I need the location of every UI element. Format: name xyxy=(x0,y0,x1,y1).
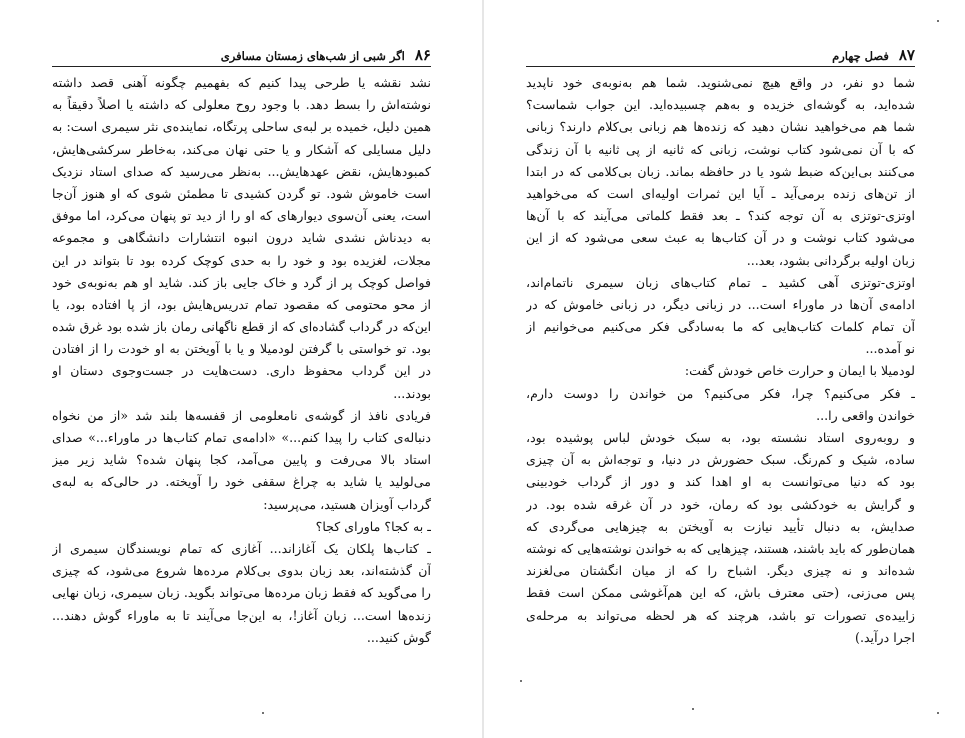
text-line: می‌کنند بی‌این‌که ضبط شود یا در حافظه بماند. زبان بی‌کلامی که در ابتدا xyxy=(526,163,915,179)
text-line: ادامه‌ی آن‌ها در ماوراء است... در زبانی دیگر، در زبانی خاموش که در xyxy=(526,296,915,312)
text-line: شده‌اند و نه چیزی دیگر. اشباح را که از میان انگشتان می‌لغزند xyxy=(526,563,915,579)
text-line: ـ کتاب‌ها پلکان یک آغازاند... آغازی که تمام نویسندگان سیمری از xyxy=(52,540,431,556)
text-line: زنده‌ها است... زبان آغاز!، به این‌جا می‌آیند تا به ماوراء گوش دهند... xyxy=(52,607,431,623)
text-line: بود. تو خواستی با گرفتن لودمیلا و یا با آویختن به او خودت را از افتادن xyxy=(52,341,431,357)
text-line: نوشته‌اش را بسط دهد. با وجود روح معلولی که داشته یا اصلاً دقیقاً به xyxy=(52,97,431,113)
text-line: بود که دنیا می‌توانست به او اهدا کند و دور از گرداب خودبینی xyxy=(526,474,915,490)
scan-speck xyxy=(937,20,939,22)
text-line: زبان اولیه برگردانی بشود، بعد... xyxy=(746,252,915,268)
left-page-number: ۸۶ xyxy=(414,46,431,64)
text-line: شما هم می‌خواهید نشان دهید که زنده‌ها هم زبانی بی‌کلام دارند؟ زبانی xyxy=(526,119,915,135)
text-line: ساده، شیک و کم‌رنگ. سبک حضورش در دنیا، و توجه‌اش به آن چیزی xyxy=(526,452,915,468)
text-line: و روبه‌روی استاد نشسته بود، به سبک خودش لباس پوشیده بود، xyxy=(526,430,915,445)
text-line: که با آن نمی‌شود کتاب نوشت، زبانی که ثانیه از پی ثانیه با آن زندگی xyxy=(526,141,915,157)
text-line: بودند... xyxy=(393,385,431,401)
text-line: همان‌طور که باید باشند، هستند، چیزهایی که به خواندن نوشته‌هایی که نوشته xyxy=(526,541,915,556)
text-line: از محو محتومی که مقصود تمام تدریس‌هایش بود، از پا افتاده بود، یا xyxy=(52,296,431,312)
text-line: گوش کنید... xyxy=(366,629,431,645)
scan-speck xyxy=(520,680,522,682)
text-line: اوتزی-توتزی آهی کشید ـ تمام کتاب‌های زبان سیمری ناتمام‌اند، xyxy=(526,274,915,290)
text-line: آن تمام کلمات کتاب‌هایی که ما به‌سادگی فکر می‌کنیم می‌خوانیم از xyxy=(526,319,915,335)
right-page-number: ۸۷ xyxy=(898,46,915,64)
text-line: و گرایش به خودکشی بود که رمان، خود در آن غرقه شده بود. در xyxy=(526,496,915,512)
left-running-title: اگر شبی از شب‌های زمستان مسافری xyxy=(220,49,405,63)
text-line: از تن‌های زنده برمی‌آید ـ آیا این ثمرات اولیه‌ای است که می‌خواهید xyxy=(526,185,915,201)
text-line: صدایش، به دنبال تأیید نیازت به آویختن به چیزهایی می‌گردی که xyxy=(526,518,915,534)
text-line: مجلات، لغزیده بود و خود را به حدی کوچک کرده بود تا بتواند در این xyxy=(52,252,431,268)
left-header-rule xyxy=(52,66,431,67)
text-line: نو آمده... xyxy=(865,341,915,357)
text-line: گرداب آویزان هستید، می‌پرسید: xyxy=(263,496,431,512)
right-running-title: فصل چهارم xyxy=(832,49,889,63)
text-line: را می‌گوید که فقط زبان مرده‌ها می‌تواند بگوید. زبان سیمری، زبان نهایی xyxy=(52,585,431,601)
text-line: شده‌اید، به گوشه‌ای خزیده و به‌هم چسبیده‌اید. این جواب شماست؟ xyxy=(526,97,915,113)
text-line: اجرا درآید.) xyxy=(855,629,915,645)
text-line: دلیل مسایلی که آشکار و یا حتی نهان می‌کند، به‌خاطر سرکشی‌هایش، xyxy=(52,141,431,157)
text-line: است خاموش شود. تو گردن کشیدی تا مطمئن شوی که او هنوز آن‌جا xyxy=(52,185,431,201)
text-line: می‌شود کتاب نوشت و در آن کتاب‌ها به عبث سعی می‌شود که از این xyxy=(526,230,915,246)
text-line: خواندن واقعی را... xyxy=(816,407,915,423)
text-line: فواصل کوچک پر از گرد و خاک جایی باز کند. شاید او هم به‌نوبه‌ی خود xyxy=(52,274,431,290)
text-line: کمبودهایش، نقض عهدهایش... به‌نظر می‌رسید که صدای استاد نزدیک xyxy=(52,163,431,179)
scan-speck xyxy=(937,712,939,714)
text-line: شما دو نفر، در واقع هیچ نمی‌شنوید. شما هم به‌نوبه‌ی خود ناپدید xyxy=(526,75,915,90)
right-page-body xyxy=(526,72,915,649)
text-line: است، یعنی آن‌سوی دیوارهای که او را از دید تو پنهان می‌کرد، اما موفق xyxy=(52,208,431,224)
right-page xyxy=(484,0,965,738)
text-line: دنباله‌ی کتاب را پیدا کنم...» «ادامه‌ی تمام کتاب‌ها در ماوراء...» صدای xyxy=(52,430,431,445)
text-line: فریادی نافذ از گوشه‌ی نامعلومی از قفسه‌ها بلند شد «از من نخواه xyxy=(52,407,431,423)
scan-speck xyxy=(692,708,694,710)
scan-speck xyxy=(262,712,264,714)
right-page-header xyxy=(524,46,915,66)
text-line: به دیدناش نشدی شاید درون انبوه انتشارات دانشگاهی و مجموعه xyxy=(52,230,431,246)
text-line: ـ فکر می‌کنیم؟ چرا، فکر می‌کنیم؟ من خواندن را دوست دارم، xyxy=(526,385,915,401)
left-page xyxy=(0,0,482,738)
text-line: زاییده‌ی تصورات تو باشد، هرچند که هر لحظه می‌تواند به مرحله‌ی xyxy=(526,607,915,623)
text-line: اوتزی-توتزی به آن توجه کند؟ ـ بعد فقط کلماتی می‌آیند که با آن‌ها xyxy=(526,208,915,224)
right-header-rule xyxy=(526,66,915,67)
text-line: لودمیلا با ایمان و حرارت خاص خودش گفت: xyxy=(684,363,915,379)
left-page-body xyxy=(52,72,431,649)
text-line: پس می‌زنی، (حتی معترف باش، که این هم‌آغوشی ممکن است فقط xyxy=(526,585,915,601)
text-line: آن گذشته‌اند، بعد زبان بدوی بی‌کلام مرده‌ها شروع می‌شود، که چیزی xyxy=(52,563,431,579)
text-line: می‌لولید یا شاید به چراغ سقفی خود را آویخته. در حالی‌که به لبه‌ی xyxy=(52,474,431,490)
text-line: همین دلیل، خمیده بر لبه‌ی ساحلی پرتگاه، نماینده‌ی نثر سیمری است: به xyxy=(52,119,431,135)
left-page-header xyxy=(52,46,431,66)
text-line: نشد نقشه یا طرحی پیدا کنیم که بفهمیم چگونه آهنی قصد داشته xyxy=(52,75,431,90)
text-line: ـ به کجا؟ ماورای کجا؟ xyxy=(315,518,431,534)
text-line: در این گرداب محفوظ داری. دست‌هایت در جست‌وجوی دستان او xyxy=(52,363,431,379)
text-line: این‌که در گرداب گشاده‌ای که از قطع ناگهانی رمان باز شده بود غرق شده xyxy=(52,320,431,335)
text-line: استاد بالا می‌رفت و پایین می‌آمد، کجا پنهان شده؟ شاید زیر میز xyxy=(52,452,431,468)
